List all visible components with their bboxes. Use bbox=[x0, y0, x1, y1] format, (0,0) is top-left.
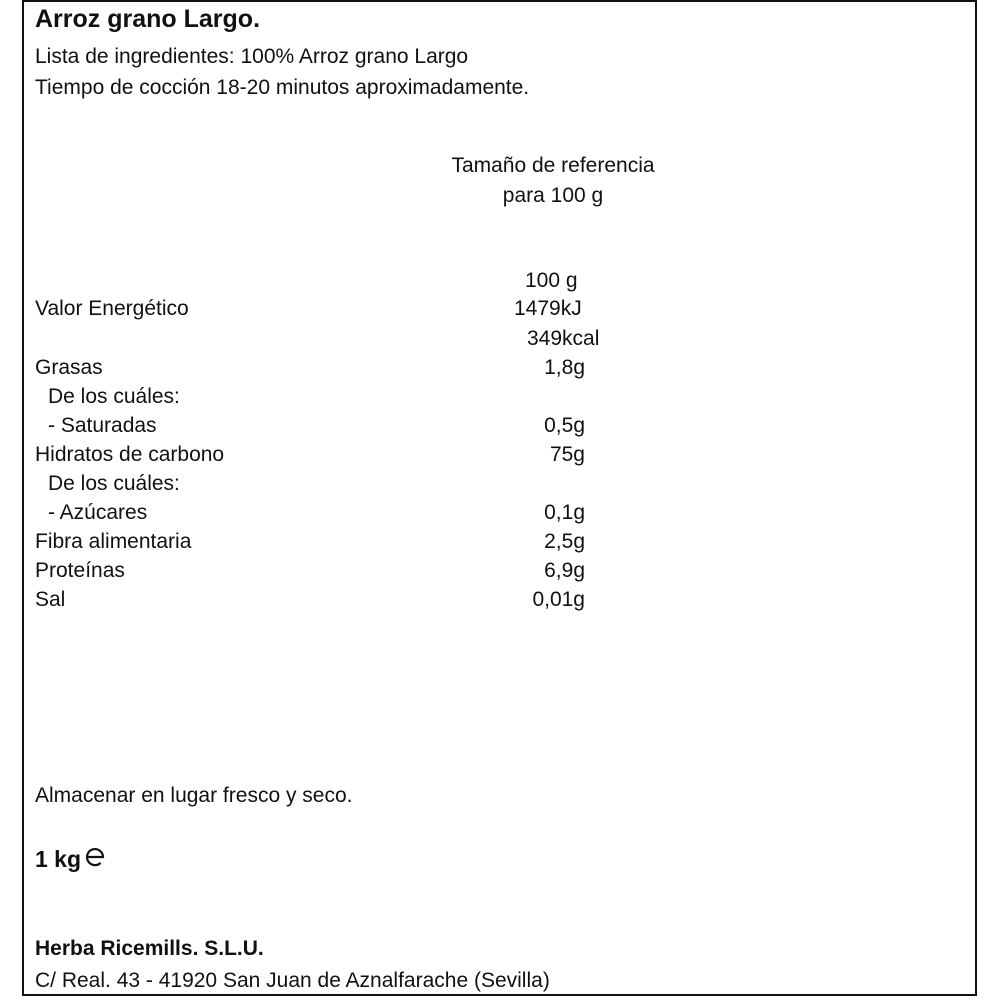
reference-size-line2: para 100 g bbox=[502, 184, 604, 207]
nutrition-row-label: Grasas bbox=[35, 356, 103, 379]
company-name: Herba Ricemills. S.L.U. bbox=[35, 937, 264, 960]
nutrition-row-label: Sal bbox=[35, 588, 66, 611]
nutrition-row-value: 0,01g bbox=[532, 588, 585, 611]
nutrition-row-label: Fibra alimentaria bbox=[35, 530, 192, 553]
nutrition-row-value: 1479kJ bbox=[514, 297, 582, 320]
nutrition-row-label: De los cuáles: bbox=[48, 472, 180, 495]
net-weight bbox=[35, 844, 107, 876]
nutrition-row-label: Proteínas bbox=[35, 559, 125, 582]
nutrition-row-value: 0,5g bbox=[544, 414, 585, 437]
nutrition-row-label: Hidratos de carbono bbox=[35, 443, 225, 466]
label-frame bbox=[22, 0, 977, 996]
nutrition-row-value: 6,9g bbox=[544, 559, 585, 582]
nutrition-row-value: 1,8g bbox=[544, 356, 585, 379]
ingredients-text: Lista de ingredientes: 100% Arroz grano Largo bbox=[35, 45, 469, 68]
nutrition-row-value: 0,1g bbox=[544, 501, 585, 524]
product-name: Arroz grano Largo. bbox=[35, 5, 261, 33]
nutrition-row-label: - Azúcares bbox=[48, 501, 148, 524]
reference-size-line1: Tamaño de referencia bbox=[451, 154, 655, 177]
nutrition-column-header: 100 g bbox=[525, 269, 578, 292]
nutrition-row-value: 75g bbox=[549, 443, 585, 466]
cooking-time-text: Tiempo de cocción 18-20 minutos aproximadamente. bbox=[35, 76, 530, 99]
net-weight-value: 1 kg bbox=[35, 846, 82, 872]
storage-instructions: Almacenar en lugar fresco y seco. bbox=[35, 784, 353, 807]
nutrition-row-value: 2,5g bbox=[544, 530, 585, 553]
nutrition-row-label: De los cuáles: bbox=[48, 385, 180, 408]
company-address: C/ Real. 43 - 41920 San Juan de Aznalfarache (Sevilla) bbox=[35, 969, 550, 992]
estimated-sign-icon bbox=[83, 845, 107, 876]
nutrition-row-label: - Saturadas bbox=[48, 414, 157, 437]
nutrition-row-value: 349kcal bbox=[527, 327, 600, 350]
nutrition-row-label: Valor Energético bbox=[35, 297, 189, 320]
